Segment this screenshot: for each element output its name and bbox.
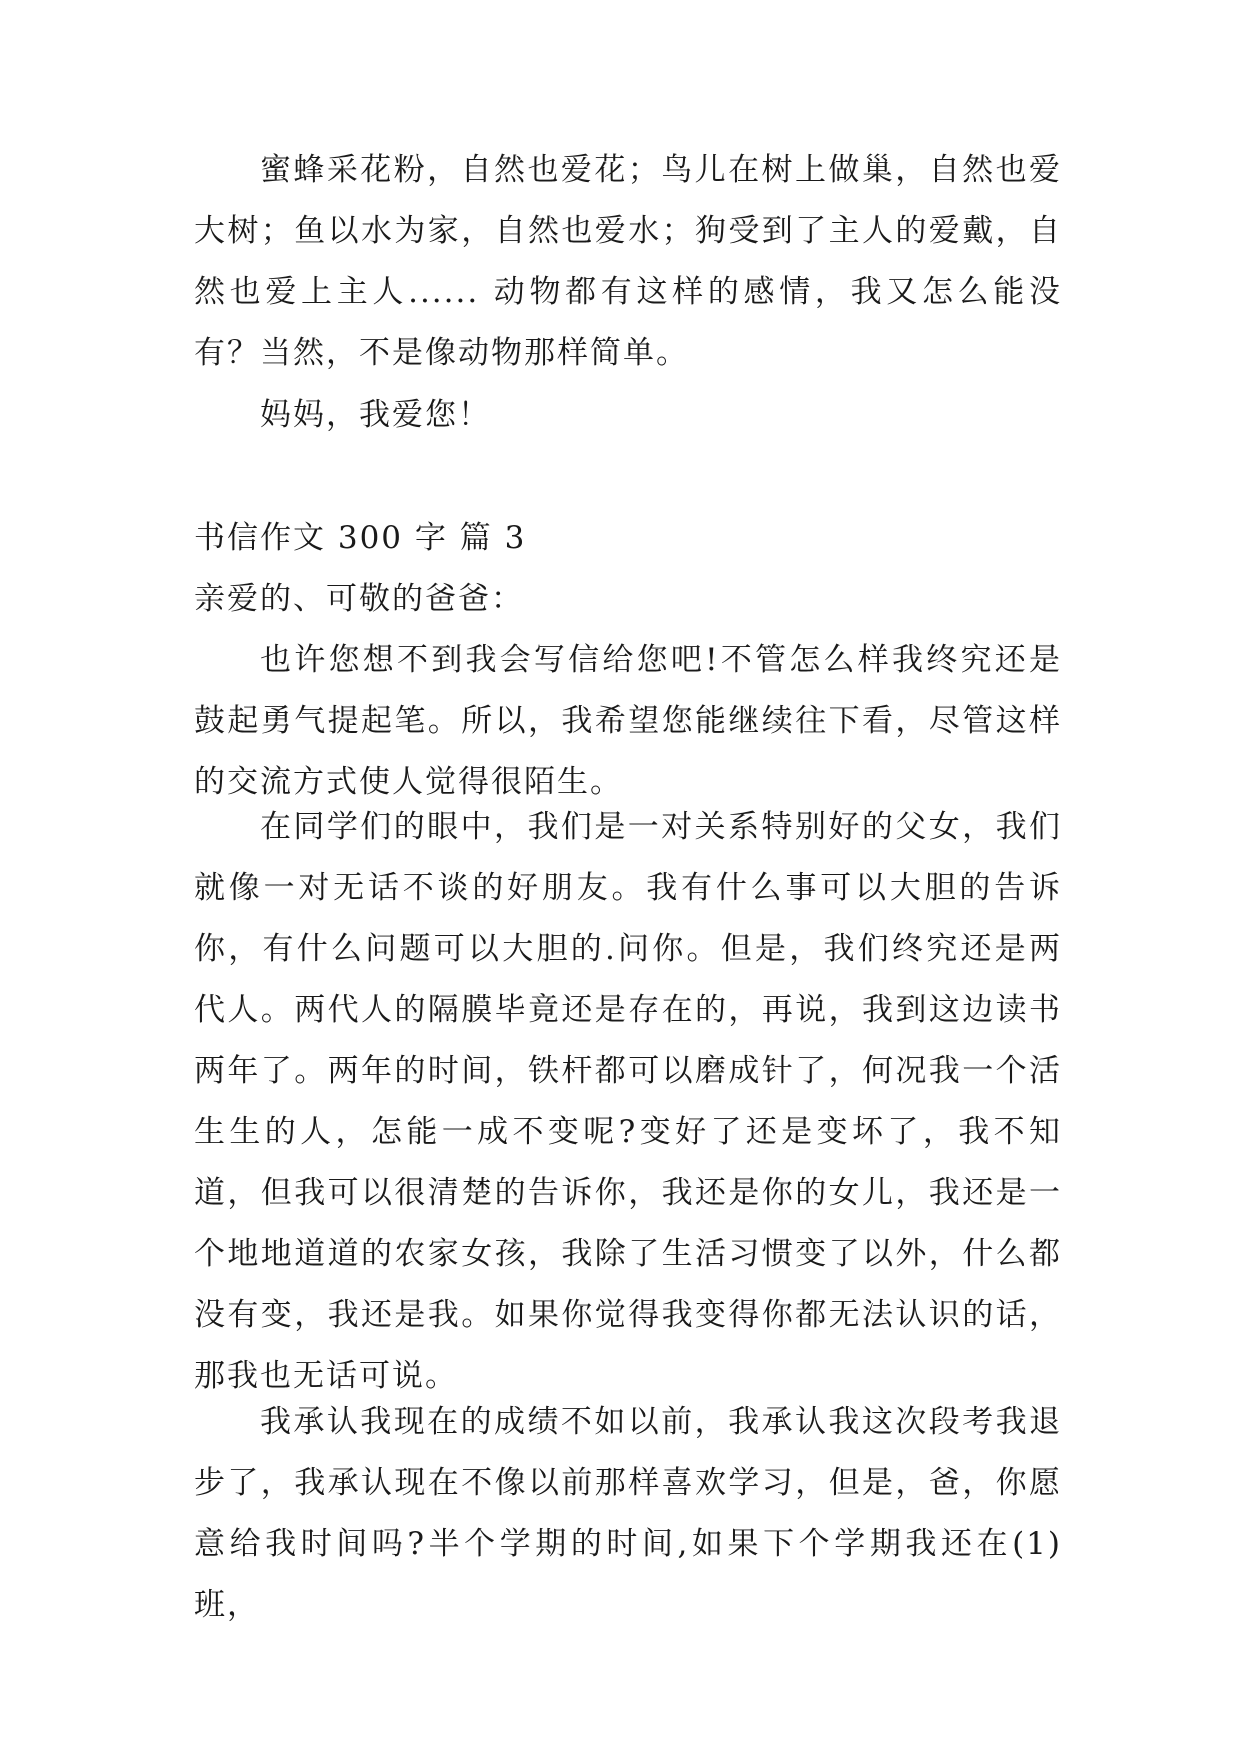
- paragraph-father-daughter: 在同学们的眼中，我们是一对关系特别好的父女，我们就像一对无话不谈的好朋友。我有什么事可以大胆的告诉你，有什么问题可以大胆的.问你。但是，我们终究还是两代人。两代人的隔膜毕竟还是存在的，再说，我到这边读书两年了。两年的时间，铁杆都可以磨成针了，何况我一个活生生的人，怎能一成不变呢?变好了还是变坏了，我不知道，但我可以很清楚的告诉你，我还是你的女儿，我还是一个地地道道的农家女孩，我除了生活习惯变了以外，什么都没有变，我还是我。如果你觉得我变得你都无法认识的话，那我也无话可说。: [194, 809, 1062, 1394]
- paragraph-grades: 我承认我现在的成绩不如以前，我承认我这次段考我退步了，我承认现在不像以前那样喜欢学习，但是，爸，你愿意给我时间吗?半个学期的时间,如果下个学期我还在(1)班，: [194, 1404, 1062, 1623]
- paragraph-letter-intro: 也许您想不到我会写信给您吧!不管怎么样我终究还是鼓起勇气提起笔。所以，我希望您能继续往下看，尽管这样的交流方式使人觉得很陌生。: [194, 642, 1062, 800]
- paragraph-mom-love: 妈妈，我爱您！: [260, 397, 491, 433]
- section-title: 书信作文 300 字 篇 3: [194, 520, 527, 556]
- paragraph-bees-flowers: 蜜蜂采花粉，自然也爱花；鸟儿在树上做巢，自然也爱大树；鱼以水为家，自然也爱水；狗受到了主人的爱戴，自然也爱上主人...... 动物都有这样的感情，我又怎么能没有？当然，不是像动物那样简单。: [194, 152, 1062, 371]
- letter-salutation: 亲爱的、可敬的爸爸：: [194, 581, 524, 617]
